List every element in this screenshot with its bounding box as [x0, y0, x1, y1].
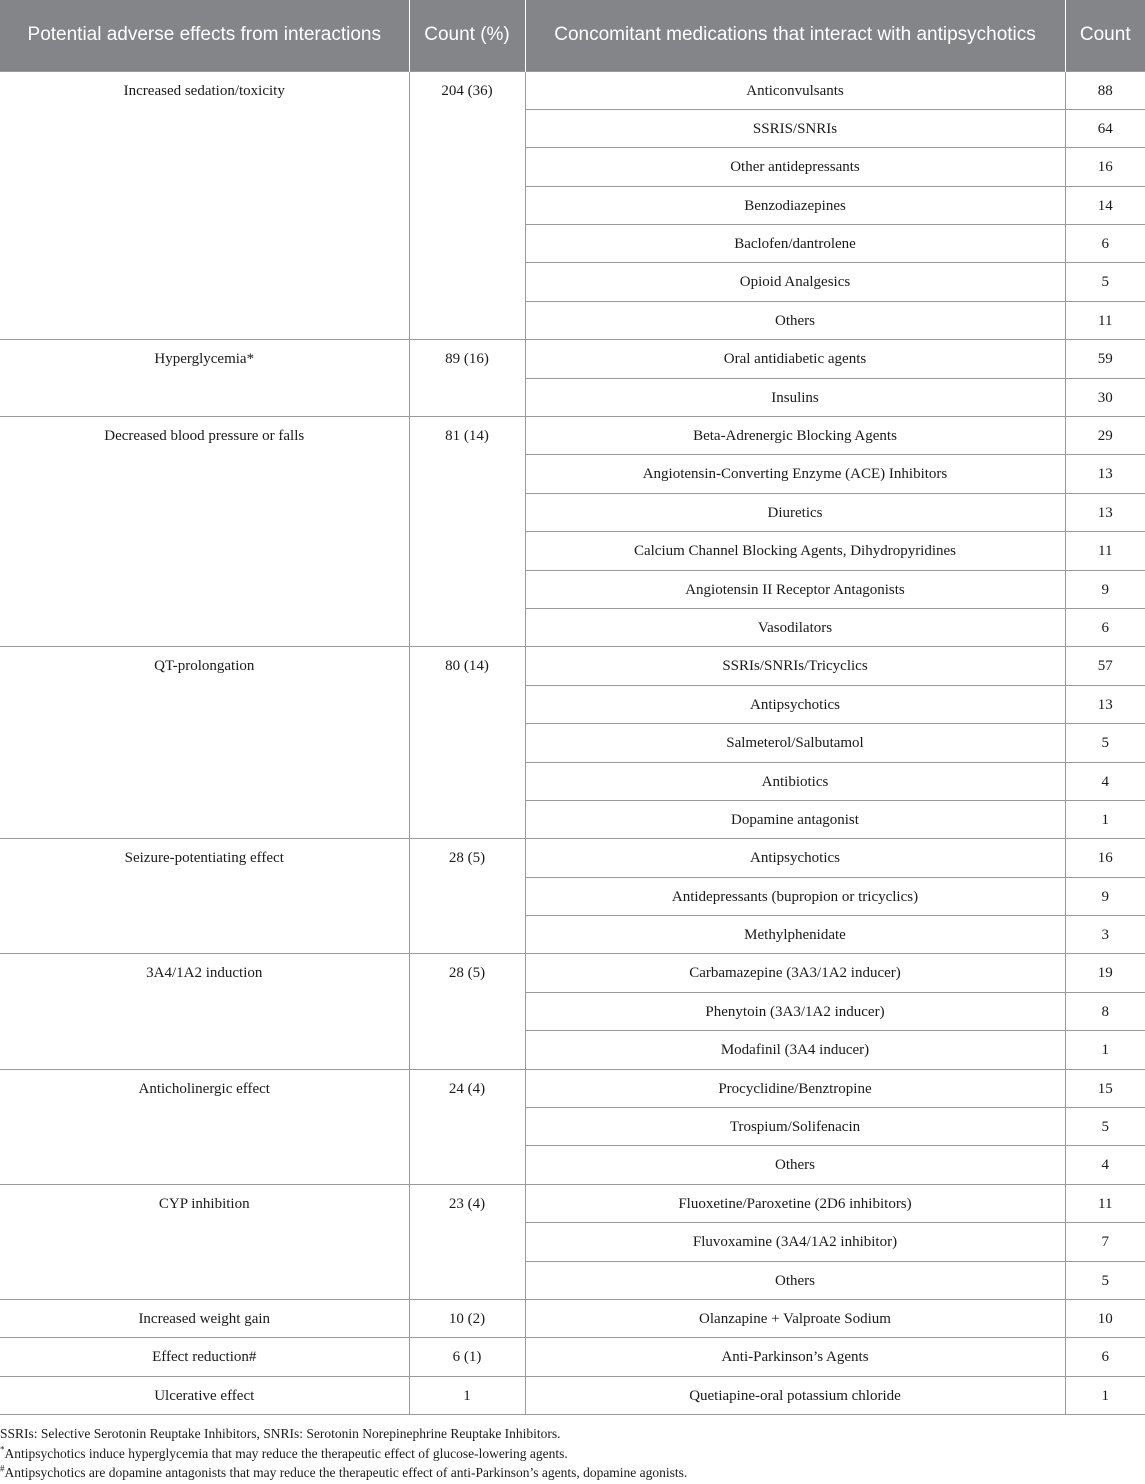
count-cell: 29: [1065, 417, 1145, 455]
medication-cell: SSRIs/SNRIs/Tricyclics: [525, 647, 1065, 685]
count-cell: 9: [1065, 570, 1145, 608]
count-cell: 57: [1065, 647, 1145, 685]
count-cell: 5: [1065, 263, 1145, 301]
count-cell: 10: [1065, 1300, 1145, 1338]
medication-cell: Others: [525, 1146, 1065, 1184]
medication-cell: Angiotensin-Converting Enzyme (ACE) Inhibitors: [525, 455, 1065, 493]
count-cell: 13: [1065, 455, 1145, 493]
medication-cell: Calcium Channel Blocking Agents, Dihydropyridines: [525, 532, 1065, 570]
medication-cell: Antidepressants (bupropion or tricyclics): [525, 877, 1065, 915]
medication-cell: Methylphenidate: [525, 916, 1065, 954]
medication-cell: Fluvoxamine (3A4/1A2 inhibitor): [525, 1223, 1065, 1261]
footnote-star-mark: *: [0, 1444, 5, 1454]
footnote-hash-mark: #: [0, 1463, 5, 1474]
table-row: [0, 71, 1145, 109]
count-cell: 6: [1065, 225, 1145, 263]
header-medications: Concomitant medications that interact with antipsychotics: [525, 0, 1065, 71]
count-cell: 13: [1065, 493, 1145, 531]
count-cell: 3: [1065, 916, 1145, 954]
count-pct-cell: 28 (5): [409, 954, 525, 1069]
count-cell: 4: [1065, 762, 1145, 800]
footnote-star-text: Antipsychotics induce hyperglycemia that may reduce the therapeutic effect of glucose-lowering agents.: [4, 1445, 568, 1461]
count-cell: 5: [1065, 724, 1145, 762]
table-row: [0, 1376, 1145, 1414]
count-pct-cell: 80 (14): [409, 647, 525, 839]
count-pct-cell: 24 (4): [409, 1069, 525, 1184]
table-body: [0, 71, 1145, 1415]
count-cell: 14: [1065, 186, 1145, 224]
count-pct-cell: 23 (4): [409, 1184, 525, 1299]
medication-cell: Carbamazepine (3A3/1A2 inducer): [525, 954, 1065, 992]
count-cell: 9: [1065, 877, 1145, 915]
header-count-pct: Count (%): [409, 0, 525, 71]
count-pct-cell: 204 (36): [409, 71, 525, 340]
count-pct-cell: 89 (16): [409, 340, 525, 417]
table-row: [0, 1069, 1145, 1107]
medication-cell: Procyclidine/Benztropine: [525, 1069, 1065, 1107]
count-cell: 64: [1065, 109, 1145, 147]
count-cell: 8: [1065, 992, 1145, 1030]
header-effect: Potential adverse effects from interactions: [0, 0, 409, 71]
table-row: [0, 954, 1145, 992]
medication-cell: Others: [525, 301, 1065, 339]
count-pct-cell: 6 (1): [409, 1338, 525, 1376]
count-cell: 7: [1065, 1223, 1145, 1261]
effect-cell: Hyperglycemia*: [0, 340, 409, 417]
medication-cell: Salmeterol/Salbutamol: [525, 724, 1065, 762]
table-row: [0, 1338, 1145, 1376]
count-cell: 11: [1065, 532, 1145, 570]
medication-cell: Benzodiazepines: [525, 186, 1065, 224]
effect-cell: Anticholinergic effect: [0, 1069, 409, 1184]
footnote-effect-reduction: [0, 1463, 1145, 1483]
table-header: [0, 0, 1145, 71]
medication-cell: Other antidepressants: [525, 148, 1065, 186]
footnote-abbreviations: SSRIs: Selective Serotonin Reuptake Inhibitors, SNRIs: Serotonin Norepinephrine Reuptake Inhibitors.: [0, 1426, 561, 1441]
effect-cell: Increased sedation/toxicity: [0, 71, 409, 340]
effect-cell: Ulcerative effect: [0, 1376, 409, 1414]
count-pct-cell: 1: [409, 1376, 525, 1414]
effect-cell: Increased weight gain: [0, 1300, 409, 1338]
medication-cell: Opioid Analgesics: [525, 263, 1065, 301]
count-cell: 1: [1065, 800, 1145, 838]
medication-cell: Fluoxetine/Paroxetine (2D6 inhibitors): [525, 1184, 1065, 1222]
medication-cell: Angiotensin II Receptor Antagonists: [525, 570, 1065, 608]
medication-cell: Anticonvulsants: [525, 71, 1065, 109]
medication-cell: Modafinil (3A4 inducer): [525, 1031, 1065, 1069]
medication-cell: Olanzapine + Valproate Sodium: [525, 1300, 1065, 1338]
medication-cell: Oral antidiabetic agents: [525, 340, 1065, 378]
table-row: [0, 647, 1145, 685]
count-cell: 6: [1065, 1338, 1145, 1376]
count-cell: 15: [1065, 1069, 1145, 1107]
footnote-hash-text: Antipsychotics are dopamine antagonists that may reduce the therapeutic effect of anti-Parkinson’s agents, dopamine agonists.: [4, 1465, 688, 1480]
medication-cell: Insulins: [525, 378, 1065, 416]
count-cell: 4: [1065, 1146, 1145, 1184]
effect-cell: 3A4/1A2 induction: [0, 954, 409, 1069]
count-pct-cell: 28 (5): [409, 839, 525, 954]
medication-cell: Phenytoin (3A3/1A2 inducer): [525, 992, 1065, 1030]
medication-cell: Anti-Parkinson’s Agents: [525, 1338, 1065, 1376]
count-cell: 5: [1065, 1261, 1145, 1299]
table-row: [0, 417, 1145, 455]
count-cell: 11: [1065, 1184, 1145, 1222]
medication-cell: Antipsychotics: [525, 685, 1065, 723]
count-cell: 5: [1065, 1108, 1145, 1146]
count-pct-cell: 10 (2): [409, 1300, 525, 1338]
count-cell: 16: [1065, 148, 1145, 186]
table-row: [0, 340, 1145, 378]
medication-cell: Antipsychotics: [525, 839, 1065, 877]
medication-cell: Dopamine antagonist: [525, 800, 1065, 838]
count-pct-cell: 81 (14): [409, 417, 525, 647]
medication-cell: SSRIS/SNRIs: [525, 109, 1065, 147]
count-cell: 6: [1065, 608, 1145, 646]
effect-cell: Effect reduction#: [0, 1338, 409, 1376]
medication-cell: Quetiapine-oral potassium chloride: [525, 1376, 1065, 1414]
count-cell: 1: [1065, 1031, 1145, 1069]
effect-cell: CYP inhibition: [0, 1184, 409, 1299]
table-row: [0, 1184, 1145, 1222]
medication-cell: Vasodilators: [525, 608, 1065, 646]
count-cell: 88: [1065, 71, 1145, 109]
effect-cell: Decreased blood pressure or falls: [0, 417, 409, 647]
effect-cell: QT-prolongation: [0, 647, 409, 839]
count-cell: 16: [1065, 839, 1145, 877]
header-row: [0, 0, 1145, 71]
medication-cell: Trospium/Solifenacin: [525, 1108, 1065, 1146]
header-count: Count: [1065, 0, 1145, 71]
count-cell: 59: [1065, 340, 1145, 378]
medication-cell: Others: [525, 1261, 1065, 1299]
footnote-hyperglycemia: [0, 1444, 1145, 1464]
count-cell: 30: [1065, 378, 1145, 416]
medication-cell: Beta-Adrenergic Blocking Agents: [525, 417, 1065, 455]
effect-cell: Seizure-potentiating effect: [0, 839, 409, 954]
table-row: [0, 1300, 1145, 1338]
count-cell: 1: [1065, 1376, 1145, 1414]
count-cell: 11: [1065, 301, 1145, 339]
count-cell: 19: [1065, 954, 1145, 992]
medication-cell: Antibiotics: [525, 762, 1065, 800]
table-row: [0, 839, 1145, 877]
count-cell: 13: [1065, 685, 1145, 723]
footnotes: [0, 1424, 1145, 1483]
medication-cell: Baclofen/dantrolene: [525, 225, 1065, 263]
medication-cell: Diuretics: [525, 493, 1065, 531]
